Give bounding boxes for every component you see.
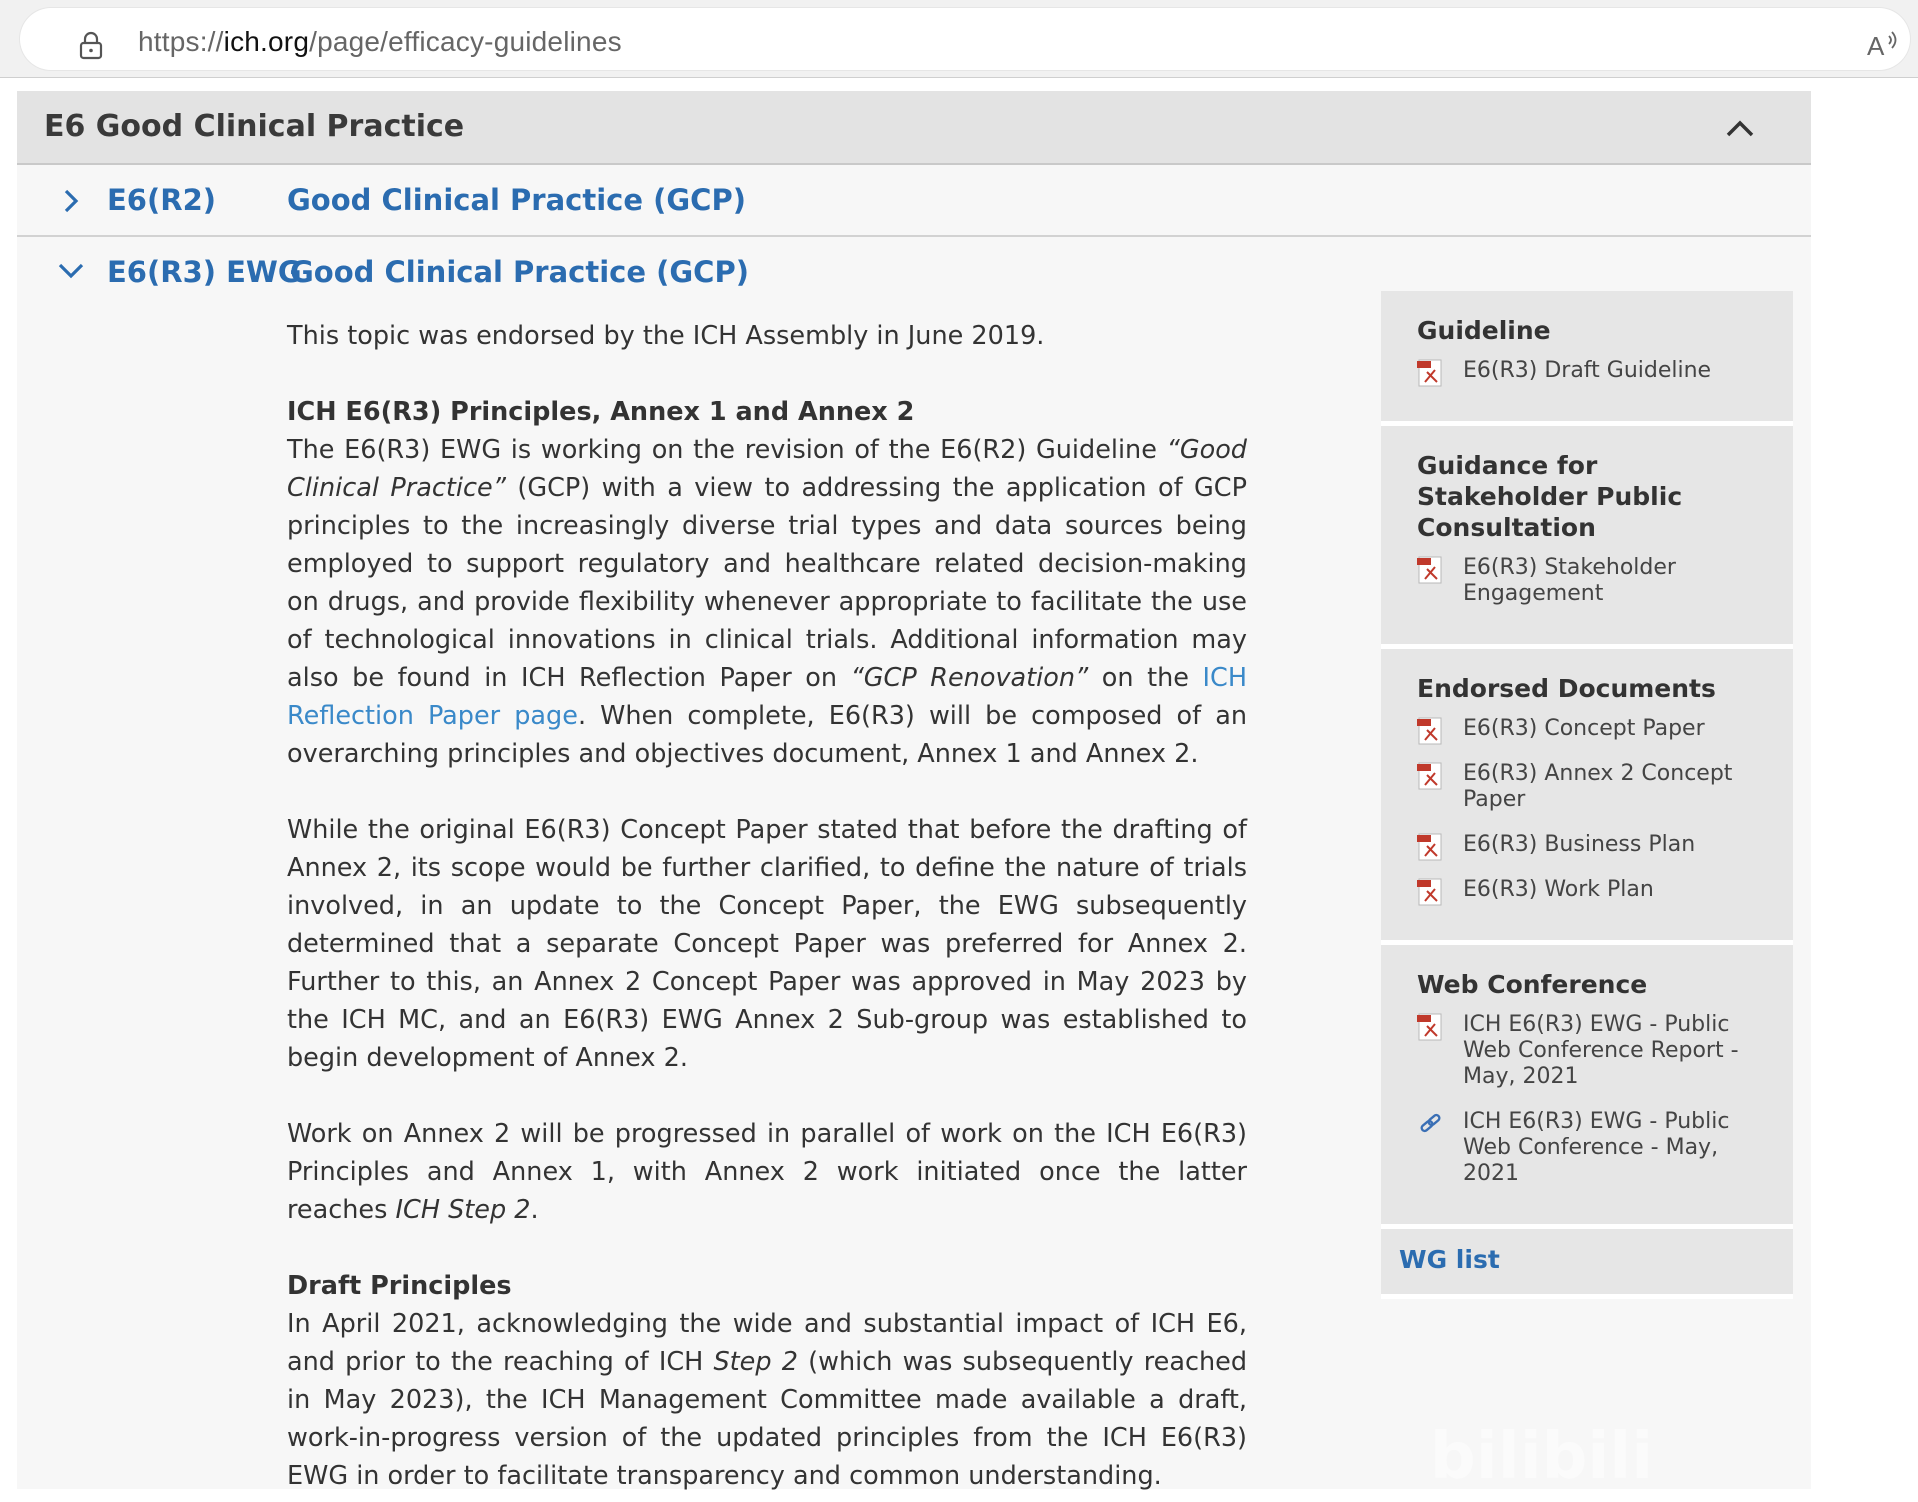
- pdf-icon: [1417, 555, 1445, 585]
- chevron-up-icon[interactable]: [1723, 113, 1757, 143]
- principles-paragraph: [287, 431, 1247, 773]
- doc-label[interactable]: E6(R3) Draft Guideline: [1463, 358, 1712, 383]
- doc-label[interactable]: E6(R3) Business Plan: [1463, 832, 1696, 857]
- documents-sidebar: [1381, 291, 1793, 1299]
- p3-text-a: Work on Annex 2 will be progressed in parallel of work on the ICH E6(R3) Principles and Annex 1, with Annex 2 work initiated once the latter reaches: [287, 1119, 1247, 1225]
- guideline-accordion: [17, 91, 1811, 1489]
- doc-label[interactable]: ICH E6(R3) EWG - Public Web Conference - May, 2021: [1463, 1109, 1730, 1186]
- row-title[interactable]: Good Clinical Practice (GCP): [287, 183, 746, 217]
- webconf-box: [1381, 945, 1793, 1229]
- principles-heading: ICH E6(R3) Principles, Annex 1 and Annex 2: [287, 397, 915, 427]
- doc-link[interactable]: [1417, 832, 1773, 858]
- p1-emphasis-renovation: “GCP Renovation”: [850, 663, 1089, 693]
- draft-principles-paragraph: [287, 1305, 1247, 1495]
- parallel-work-paragraph: [287, 1115, 1247, 1229]
- lock-icon[interactable]: [78, 30, 104, 60]
- link-icon: [1417, 1109, 1445, 1139]
- chevron-down-icon[interactable]: [55, 255, 87, 287]
- pdf-icon: [1417, 832, 1445, 862]
- endorsed-box: [1381, 649, 1793, 945]
- accordion-panel-e6r3: [17, 237, 1811, 1489]
- endorsed-title: Endorsed Documents: [1417, 674, 1716, 703]
- doc-label[interactable]: E6(R3) Stakeholder Engagement: [1463, 555, 1676, 606]
- p4-text-a: In April 2021, acknowledging the wide and substantial impact of ICH E6, and prior to the reaching of ICH: [287, 1309, 1247, 1377]
- external-link[interactable]: [1417, 1109, 1773, 1187]
- wg-list-box: [1381, 1229, 1793, 1299]
- p1-text-d: . When complete, E6(R3) will be composed of an overarching principles and objectives document, Annex 1 and Annex 2.: [287, 701, 1248, 769]
- guideline-title: Guideline: [1417, 316, 1551, 345]
- url-host: ich.org: [223, 26, 310, 57]
- p3-emphasis: ICH Step 2: [395, 1195, 531, 1225]
- pdf-icon: [1417, 761, 1445, 791]
- consultation-box: [1381, 426, 1793, 649]
- doc-link[interactable]: [1417, 555, 1773, 607]
- row-code[interactable]: E6(R2): [107, 183, 217, 217]
- address-bar[interactable]: [20, 8, 1910, 70]
- row-title[interactable]: Good Clinical Practice (GCP): [290, 255, 749, 289]
- doc-label[interactable]: E6(R3) Annex 2 Concept Paper: [1463, 761, 1733, 812]
- pdf-icon: [1417, 877, 1445, 907]
- pdf-icon: [1417, 716, 1445, 746]
- doc-link[interactable]: [1417, 877, 1773, 903]
- doc-label[interactable]: E6(R3) Work Plan: [1463, 877, 1654, 902]
- row-code[interactable]: E6(R3) EWG: [107, 255, 302, 289]
- topic-description: [287, 317, 1247, 1495]
- reflection-paper-link[interactable]: ICH Reflection Paper page: [287, 663, 1248, 731]
- consultation-title: Guidance for Stakeholder Public Consultation: [1417, 451, 1683, 542]
- doc-label[interactable]: E6(R3) Concept Paper: [1463, 716, 1705, 741]
- p1-text-a: The E6(R3) EWG is working on the revision of the E6(R2) Guideline: [287, 435, 1167, 465]
- doc-label[interactable]: ICH E6(R3) EWG - Public Web Conference Report - May, 2021: [1463, 1012, 1739, 1089]
- accordion-title: E6 Good Clinical Practice: [44, 109, 465, 144]
- webconf-title: Web Conference: [1417, 970, 1648, 999]
- doc-link[interactable]: [1417, 761, 1773, 813]
- p4-text-b: (which was subsequently reached in May 2023), the ICH Management Committee made available a draft, work-in-progress version of the updated principles from the ICH E6(R3) EWG in order to facilitate transparency and common understanding.: [287, 1347, 1248, 1491]
- accordion-header[interactable]: [17, 91, 1811, 165]
- url-text[interactable]: [138, 26, 622, 58]
- url-path: /page/efficacy-guidelines: [309, 26, 622, 57]
- chevron-right-icon[interactable]: [57, 187, 85, 215]
- draft-principles-heading: Draft Principles: [287, 1271, 512, 1301]
- pdf-icon: [1417, 1012, 1445, 1042]
- p3-text-b: .: [530, 1195, 539, 1225]
- doc-link[interactable]: [1417, 716, 1773, 742]
- pdf-icon: [1417, 358, 1445, 388]
- p4-emphasis: Step 2: [713, 1347, 798, 1377]
- p1-emphasis-gcp: “Good Clinical Practice”: [287, 435, 1247, 503]
- read-aloud-icon[interactable]: [1866, 28, 1900, 62]
- svg-text:A: A: [1867, 31, 1885, 61]
- guideline-box: [1381, 291, 1793, 426]
- doc-link[interactable]: [1417, 1012, 1773, 1090]
- watermark: bilibili: [1430, 1420, 1654, 1494]
- wg-list-link[interactable]: WG list: [1399, 1245, 1500, 1274]
- p1-text-b: (GCP) with a view to addressing the application of GCP principles to the increasingly diverse trial types and data sources being employed to support regulatory and healthcare related decision-making on drugs, and provide flexibility whenever appropriate to facilitate the use of technological innovations in clinical trials. Additional information may also be found in ICH Reflection Paper on: [287, 473, 1247, 693]
- p1-text-c: on the: [1088, 663, 1203, 693]
- annex2-paragraph: While the original E6(R3) Concept Paper stated that before the drafting of Annex 2, its scope would be further clarified, to define the nature of trials involved, in an update to the Concept Paper, the EWG subsequently determined that a separate Concept Paper was preferred for Annex 2. Further to this, an Annex 2 Concept Paper was approved in May 2023 by the ICH MC, and an E6(R3) EWG Annex 2 Sub-group was established to begin development of Annex 2.: [287, 815, 1247, 1073]
- browser-toolbar: [0, 0, 1918, 78]
- intro-text: This topic was endorsed by the ICH Assembly in June 2019.: [287, 321, 1045, 351]
- accordion-row-e6r2[interactable]: [17, 165, 1811, 237]
- url-prefix: https://: [138, 26, 224, 57]
- doc-link[interactable]: [1417, 358, 1773, 384]
